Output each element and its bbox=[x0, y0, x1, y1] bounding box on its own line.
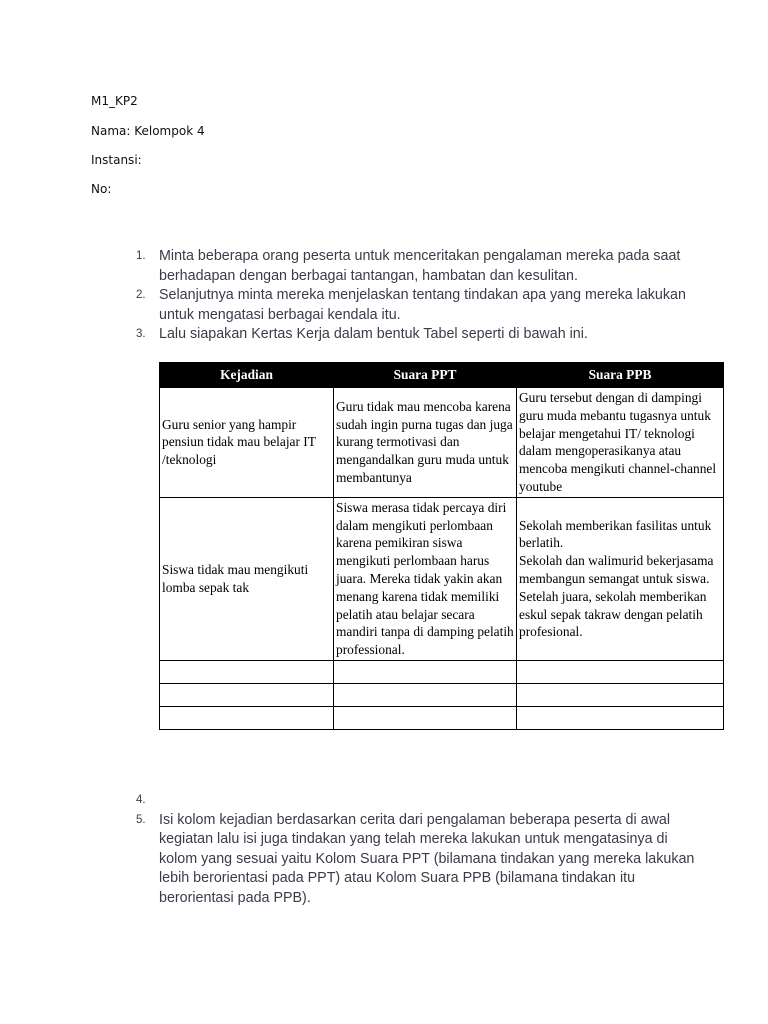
list-text: Isi kolom kejadian berdasarkan cerita dari pengalaman beberapa peserta di awal kegiatan lalu isi juga tindakan yang telah mereka lakukan untuk mengatasinya di kolom yang sesuai yaitu Kolom Suara PPT (bilamana tindakan yang mereka lakukan lebih berorientasi pada PPT) atau Kolom Suara PPB (bilamana tindakan itu berorientasi pada PPB). bbox=[159, 811, 695, 906]
list-number: 5. bbox=[136, 813, 146, 826]
list-number: 1. bbox=[136, 250, 146, 262]
table-cell: Guru tidak mau mencoba karena sudah ingin purna tugas dan juga kurang termotivasi dan mengandalkan guru muda untuk membantunya bbox=[334, 388, 517, 498]
worksheet-table bbox=[159, 362, 724, 730]
list-item bbox=[136, 811, 696, 909]
institution-label: Instansi: bbox=[91, 153, 142, 167]
table-cell: Siswa merasa tidak percaya diri dalam mengikuti perlombaan karena pemikiran siswa mengikuti perlombaan harus juara. Mereka tidak yakin akan menang karena tidak memiliki pelatih atau belajar secara mandiri tanpa di damping pelatih professional. bbox=[334, 497, 517, 660]
table-cell bbox=[160, 660, 334, 683]
list-text: Selanjutnya minta mereka menjelaskan tentang tindakan apa yang mereka lakukan untuk mengatasi berbagai kendala itu. bbox=[159, 287, 686, 323]
table-row bbox=[160, 497, 724, 660]
table-cell bbox=[517, 706, 724, 729]
instruction-list-top bbox=[136, 247, 696, 345]
doc-code: M1_KP2 bbox=[91, 94, 138, 108]
table-cell bbox=[334, 683, 517, 706]
table-cell bbox=[334, 660, 517, 683]
column-header-suara-ppt: Suara PPT bbox=[334, 363, 517, 388]
empty-table-row bbox=[160, 660, 724, 683]
list-item bbox=[136, 325, 696, 345]
table-cell bbox=[517, 660, 724, 683]
empty-table-row bbox=[160, 683, 724, 706]
table-cell bbox=[517, 683, 724, 706]
list-item bbox=[136, 791, 696, 811]
list-number: 3. bbox=[136, 328, 146, 340]
table-cell bbox=[334, 706, 517, 729]
empty-table-row bbox=[160, 706, 724, 729]
group-name: Nama: Kelompok 4 bbox=[91, 124, 205, 138]
list-text: Minta beberapa orang peserta untuk menceritakan pengalaman mereka pada saat berhadapan dengan berbagai tantangan, hambatan dan kesulitan. bbox=[159, 248, 681, 284]
table-cell: Siswa tidak mau mengikuti lomba sepak tak bbox=[160, 497, 334, 660]
table-cell: Sekolah memberikan fasilitas untuk berlatih. Sekolah dan walimurid bekerjasama membangun semangat untuk siswa. Setelah juara, sekolah memberikan eskul sepak takraw dengan pelatih profesional. bbox=[517, 497, 724, 660]
table-cell bbox=[160, 683, 334, 706]
table-header-row bbox=[160, 363, 724, 388]
list-text: Lalu siapakan Kertas Kerja dalam bentuk Tabel seperti di bawah ini. bbox=[159, 326, 588, 342]
list-text bbox=[159, 791, 696, 811]
list-item bbox=[136, 286, 696, 325]
number-label: No: bbox=[91, 182, 112, 196]
list-number: 2. bbox=[136, 289, 146, 301]
instruction-list-bottom bbox=[136, 791, 696, 908]
column-header-suara-ppb: Suara PPB bbox=[517, 363, 724, 388]
column-header-kejadian: Kejadian bbox=[160, 363, 334, 388]
table-row bbox=[160, 388, 724, 498]
list-number: 4. bbox=[136, 794, 146, 806]
table-cell: Guru tersebut dengan di dampingi guru muda mebantu tugasnya untuk belajar mengetahui IT/ teknologi dalam mengoperasikanya atau mencoba mengikuti channel-channel youtube bbox=[517, 388, 724, 498]
table-cell: Guru senior yang hampir pensiun tidak mau belajar IT /teknologi bbox=[160, 388, 334, 498]
table-cell bbox=[160, 706, 334, 729]
list-item bbox=[136, 247, 696, 286]
